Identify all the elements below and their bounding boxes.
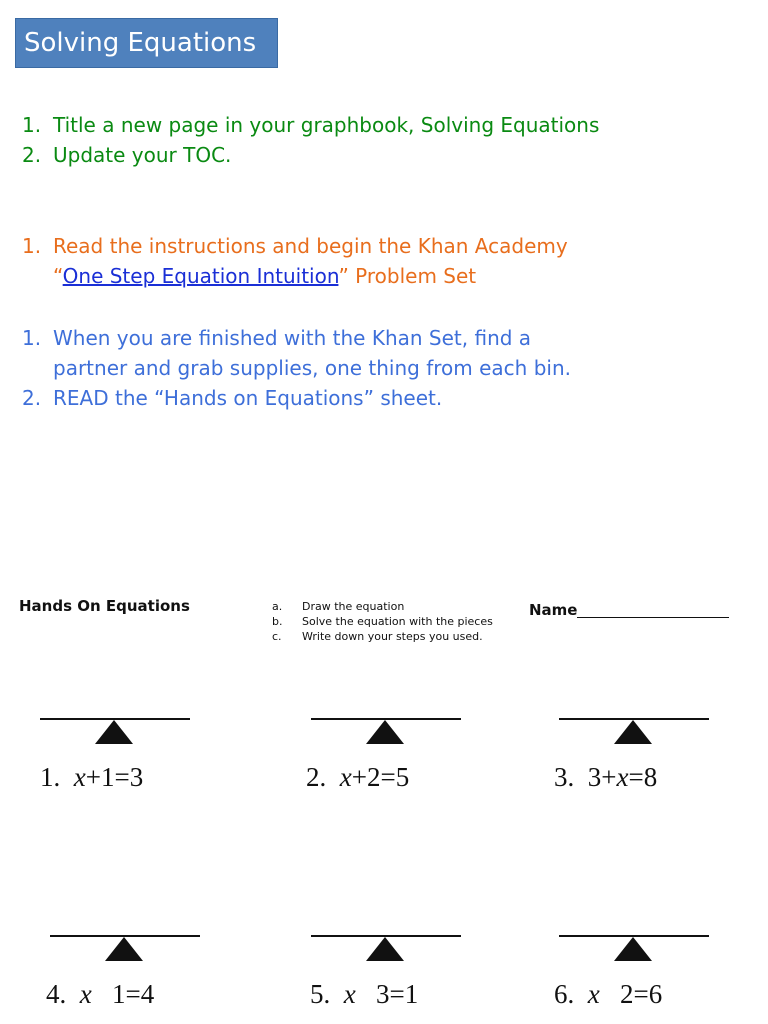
balance-scale-5 xyxy=(311,935,461,963)
instruction-text: READ the “Hands on Equations” sheet. xyxy=(53,386,443,410)
equation-2: 2. x+2=5 xyxy=(306,762,410,792)
equation-5: 5. x 3=1 xyxy=(310,979,419,1009)
equation-1: 1. x+1=3 xyxy=(40,762,144,792)
instruction-text: Title a new page in your graphbook, Solving Equations xyxy=(53,113,600,137)
list-item: b. Solve the equation with the pieces xyxy=(272,615,493,628)
page-title: Solving Equations xyxy=(15,18,278,68)
list-item: c. Write down your steps you used. xyxy=(272,630,483,643)
fulcrum-icon xyxy=(366,937,404,961)
fulcrum-icon xyxy=(366,720,404,744)
instruction-text: When you are finished with the Khan Set, find a partner and grab supplies, one thing from each bin. xyxy=(53,326,571,380)
fulcrum-icon xyxy=(95,720,133,744)
balance-scale-2 xyxy=(311,718,461,746)
list-item: 2. READ the “Hands on Equations” sheet. xyxy=(22,386,443,410)
name-field-line[interactable] xyxy=(577,617,729,618)
khan-instructions xyxy=(0,231,593,291)
list-item: 1. When you are finished with the Khan Set, find a partner and grab supplies, one thing from each bin. xyxy=(22,326,571,380)
khan-problem-set-link[interactable]: One Step Equation Intuition xyxy=(62,264,339,288)
instruction-text: Read the instructions and begin the Khan Academy xyxy=(53,234,568,258)
balance-scale-3 xyxy=(559,718,709,746)
list-item: a. Draw the equation xyxy=(272,600,405,613)
equation-4: 4. x 1=4 xyxy=(46,979,155,1009)
equation-6: 6. x 2=6 xyxy=(554,979,663,1009)
fulcrum-icon xyxy=(614,720,652,744)
balance-scale-4 xyxy=(50,935,200,963)
list-item: 2. Update your TOC. xyxy=(22,143,232,167)
fulcrum-icon xyxy=(105,937,143,961)
worksheet-steps xyxy=(272,599,493,644)
list-item: 1. Title a new page in your graphbook, Solving Equations xyxy=(22,113,600,137)
partner-instructions xyxy=(0,323,613,413)
name-label: Name xyxy=(529,601,578,619)
balance-scale-6 xyxy=(559,935,709,963)
instruction-text: Update your TOC. xyxy=(53,143,232,167)
list-item: 1. Read the instructions and begin the Khan Academy “One Step Equation Intuition” Problem Set xyxy=(22,234,568,288)
equation-3: 3. 3+x=8 xyxy=(554,762,658,792)
setup-instructions xyxy=(0,110,613,170)
balance-scale-1 xyxy=(40,718,190,746)
fulcrum-icon xyxy=(614,937,652,961)
worksheet-title: Hands On Equations xyxy=(19,597,190,615)
